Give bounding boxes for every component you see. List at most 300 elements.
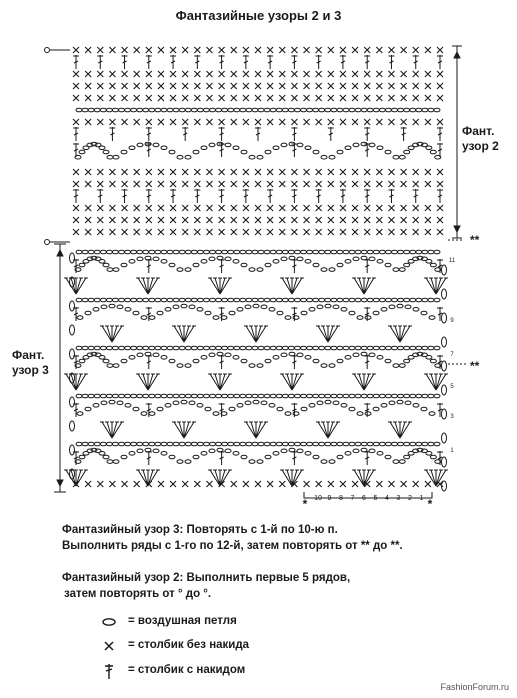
chain-stitch	[185, 298, 191, 302]
fan-stitch	[172, 326, 184, 342]
arch-chain	[399, 460, 405, 464]
sc-stitch	[364, 169, 370, 175]
chain-stitch	[361, 346, 367, 350]
dc-stitch	[316, 55, 322, 69]
chain-stitch	[228, 108, 234, 112]
sc-stitch	[243, 71, 249, 77]
fan-stitch	[364, 374, 376, 390]
arch-chain	[79, 359, 85, 363]
dc-stitch	[194, 55, 200, 69]
chain-stitch	[319, 394, 325, 398]
arch-chain	[253, 400, 259, 404]
sc-stitch	[85, 47, 91, 53]
dc-stitch	[97, 55, 103, 69]
sc-stitch	[219, 205, 225, 211]
chain-stitch	[288, 442, 294, 446]
chain-stitch	[155, 394, 161, 398]
arch-chain	[169, 150, 175, 154]
chain-stitch	[331, 108, 337, 112]
chain-stitch	[137, 442, 143, 446]
arch-chain	[421, 311, 427, 315]
sc-stitch	[340, 83, 346, 89]
arch-chain	[426, 451, 432, 455]
arch-chain	[145, 352, 151, 356]
arch-chain	[241, 150, 247, 154]
sc-stitch	[328, 217, 334, 223]
fan-stitch	[424, 278, 436, 294]
arch-chain	[79, 455, 85, 459]
arch-chain	[349, 407, 355, 411]
pattern2-label	[462, 124, 499, 154]
chain-stitch	[410, 108, 416, 112]
arch-chain	[361, 448, 367, 452]
chain-stitch	[106, 394, 112, 398]
sc-stitch	[267, 71, 273, 77]
sc-stitch	[243, 229, 249, 235]
sc-stitch	[316, 229, 322, 235]
sc-stitch	[267, 481, 273, 487]
sc-stitch	[376, 481, 382, 487]
arch-chain	[253, 304, 259, 308]
chain-stitch	[428, 108, 434, 112]
arch-chain	[145, 256, 151, 260]
edge-loop-left	[70, 421, 75, 431]
sc-stitch	[243, 481, 249, 487]
chain-stitch	[155, 298, 161, 302]
arch-chain	[99, 146, 105, 150]
arch-chain	[193, 150, 199, 154]
dc-stitch	[364, 355, 370, 369]
chain-stitch	[88, 250, 94, 254]
chain-stitch	[337, 442, 343, 446]
fan-stitch	[429, 374, 436, 390]
star-right: *	[427, 497, 433, 511]
chain-stitch	[210, 346, 216, 350]
chain-stitch	[307, 108, 313, 112]
chain-stitch	[210, 394, 216, 398]
fan-stitch	[244, 422, 256, 438]
sc-stitch	[255, 217, 261, 223]
chain-stitch	[313, 442, 319, 446]
fan-stitch	[105, 422, 112, 438]
arch-chain	[281, 353, 287, 357]
arch-chain	[337, 263, 343, 267]
sc-stitch	[194, 481, 200, 487]
chain-stitch	[240, 298, 246, 302]
edge-loop-right	[442, 457, 447, 467]
chain-stitch	[228, 298, 234, 302]
fan-stitch	[400, 326, 412, 342]
sc-stitch	[316, 119, 322, 125]
pattern3-bracket	[54, 244, 66, 492]
sc-row	[73, 119, 443, 125]
chain-stitch	[434, 394, 440, 398]
sc-stitch	[401, 481, 407, 487]
sc-stitch	[255, 95, 261, 101]
arch-chain	[277, 311, 283, 315]
chain-stitch	[385, 442, 391, 446]
chain-stitch	[246, 250, 252, 254]
chain-stitch	[428, 298, 434, 302]
arch-chain	[107, 268, 113, 272]
fan-stitch	[292, 374, 304, 390]
sc-stitch	[279, 47, 285, 53]
sc-stitch	[376, 205, 382, 211]
arch-chain	[101, 401, 107, 405]
arch-chain	[193, 263, 199, 267]
chain-stitch	[161, 346, 167, 350]
chain-stitch	[337, 108, 343, 112]
sc-stitch	[437, 47, 443, 53]
edge-loop-right	[442, 361, 447, 371]
chain-stitch	[240, 346, 246, 350]
arch-chain	[429, 412, 435, 416]
chain-stitch	[246, 108, 252, 112]
sc-stitch	[388, 71, 394, 77]
sc-stitch	[352, 217, 358, 223]
sc-stitch	[194, 83, 200, 89]
chain-stitch	[307, 250, 313, 254]
sc-stitch	[219, 169, 225, 175]
arch-chain	[99, 259, 105, 263]
fan-stitch	[316, 422, 328, 438]
chain-stitch	[216, 442, 222, 446]
sc-stitch	[413, 181, 419, 187]
sc-stitch	[243, 169, 249, 175]
chain-stitch	[82, 394, 88, 398]
dc-stitch	[73, 127, 79, 141]
arch-chain	[426, 259, 432, 263]
chain-stitch	[185, 394, 191, 398]
sc-stitch	[97, 481, 103, 487]
arch-chain	[265, 455, 271, 459]
sc-stitch	[85, 169, 91, 175]
arch-chain	[109, 400, 115, 404]
dc-stitch	[146, 259, 152, 273]
chain-stitch	[203, 394, 209, 398]
chain-stitch	[143, 442, 149, 446]
chain-stitch	[343, 250, 349, 254]
arch-chain	[341, 403, 347, 407]
chain-stitch	[149, 298, 155, 302]
fan-stitch	[208, 374, 220, 390]
chain-stitch	[398, 346, 404, 350]
chain-stitch	[222, 108, 228, 112]
sc-stitch	[328, 47, 334, 53]
chain-stitch	[392, 108, 398, 112]
chain-stitch	[246, 346, 252, 350]
sc-stitch	[401, 169, 407, 175]
sc-stitch	[73, 229, 79, 235]
chain-stitch	[112, 442, 118, 446]
dc-stitch	[291, 143, 297, 157]
arch-chain	[87, 257, 93, 261]
arch-chain	[233, 451, 239, 455]
arch-chain	[161, 355, 167, 359]
sc-stitch	[255, 71, 261, 77]
stars-repeat: **	[470, 359, 480, 373]
arch-chain	[121, 455, 127, 459]
sc-stitch	[134, 217, 140, 223]
fan-stitch	[256, 422, 268, 438]
fan-stitch	[328, 326, 340, 342]
sc-stitch	[73, 169, 79, 175]
arch-chain	[373, 407, 379, 411]
chain-stitch	[131, 298, 137, 302]
arch-chain	[233, 146, 239, 150]
dc-stitch	[401, 127, 407, 141]
chain-stitch	[179, 442, 185, 446]
arch-chain	[165, 403, 171, 407]
arch-chain	[261, 305, 267, 309]
chain-stitch	[379, 108, 385, 112]
sc-stitch	[388, 217, 394, 223]
sc-stitch	[255, 205, 261, 211]
chain-stitch	[294, 442, 300, 446]
arch-chain	[385, 359, 391, 363]
chain-stitch	[106, 442, 112, 446]
sc-stitch	[413, 481, 419, 487]
arch-chain	[177, 268, 183, 272]
sc-stitch	[340, 205, 346, 211]
chain-stitch	[191, 346, 197, 350]
chain-stitch	[246, 394, 252, 398]
sc-stitch	[182, 205, 188, 211]
dc-row	[73, 189, 443, 203]
fan-stitch	[321, 326, 328, 342]
chain-stitch	[143, 108, 149, 112]
chain-stitch	[428, 442, 434, 446]
arch-chain	[241, 455, 247, 459]
arch-chain	[209, 257, 215, 261]
sc-stitch	[134, 481, 140, 487]
chain-stitch	[119, 346, 125, 350]
chain-stitch	[349, 298, 355, 302]
arch-chain	[241, 359, 247, 363]
arch-chain	[107, 460, 113, 464]
sc-stitch	[376, 95, 382, 101]
chain-stitch	[167, 108, 173, 112]
dc-stitch	[364, 55, 370, 69]
arch-chain	[107, 155, 113, 159]
sc-stitch	[437, 229, 443, 235]
dc-stitch	[437, 127, 443, 141]
dc-stitch	[146, 355, 152, 369]
chain-stitch	[173, 346, 179, 350]
dc-row	[73, 127, 443, 141]
arch-chain	[225, 257, 231, 261]
sc-stitch	[73, 83, 79, 89]
dc-row	[73, 55, 443, 69]
chain-stitch	[112, 250, 118, 254]
sc-stitch	[243, 217, 249, 223]
sc-stitch	[182, 229, 188, 235]
chain-stitch	[94, 346, 100, 350]
sc-stitch	[425, 229, 431, 235]
sc-stitch	[170, 83, 176, 89]
sc-stitch	[219, 217, 225, 223]
sc-stitch	[291, 71, 297, 77]
arch-chain	[137, 449, 143, 453]
chain-stitch	[416, 250, 422, 254]
sc-stitch	[134, 229, 140, 235]
arch-chain	[313, 455, 319, 459]
chain-stitch	[313, 108, 319, 112]
arch-chain	[301, 407, 307, 411]
pattern3-instruction-line1: Фантазийный узор 3: Повторять с 1-й по 10-ю п.	[62, 524, 338, 536]
dc-stitch	[194, 189, 200, 203]
chain-stitch	[131, 108, 137, 112]
arch-chain	[389, 305, 395, 309]
dc-stitch	[340, 55, 346, 69]
sc-stitch	[146, 95, 152, 101]
arch-chain	[261, 401, 267, 405]
chain-stitch	[258, 394, 264, 398]
chain-stitch	[416, 346, 422, 350]
chain-stitch	[112, 394, 118, 398]
arch-chain	[181, 400, 187, 404]
sc-stitch	[291, 119, 297, 125]
chain-stitch	[258, 298, 264, 302]
sc-stitch	[206, 205, 212, 211]
chain-stitch	[343, 108, 349, 112]
chain-stitch	[385, 346, 391, 350]
sc-stitch	[146, 217, 152, 223]
chain-stitch	[325, 346, 331, 350]
chain-stitch	[331, 250, 337, 254]
arch-chain	[313, 359, 319, 363]
chain-stitch	[173, 298, 179, 302]
chain-stitch	[143, 298, 149, 302]
arch-chain	[125, 307, 131, 311]
sc-stitch	[401, 205, 407, 211]
sc-stitch	[340, 47, 346, 53]
arch-chain	[265, 150, 271, 154]
chain-row	[76, 108, 440, 112]
sc-stitch	[122, 95, 128, 101]
pattern2-instructions	[62, 570, 350, 602]
arch-chain	[430, 455, 436, 459]
sc-stitch	[364, 119, 370, 125]
chain-stitch	[398, 298, 404, 302]
arch-row	[75, 352, 441, 367]
chain-stitch	[288, 394, 294, 398]
edge-loop-left	[70, 349, 75, 359]
fan-stitch	[100, 326, 112, 342]
sc-stitch	[316, 205, 322, 211]
chain-stitch	[119, 298, 125, 302]
arch-chain	[345, 451, 351, 455]
sc-stitch	[109, 47, 115, 53]
dc-stitch	[437, 55, 443, 69]
sc-row	[73, 169, 443, 175]
sc-stitch	[122, 47, 128, 53]
sc-stitch	[267, 217, 273, 223]
sc-stitch	[206, 95, 212, 101]
sc-stitch	[425, 95, 431, 101]
chain-stitch	[252, 442, 258, 446]
arch-chain	[345, 146, 351, 150]
arch-chain	[213, 316, 219, 320]
chain-stitch	[143, 250, 149, 254]
chain-stitch	[252, 394, 258, 398]
chain-stitch	[179, 108, 185, 112]
sc-stitch	[267, 229, 273, 235]
arch-chain	[121, 150, 127, 154]
chain-stitch	[373, 108, 379, 112]
chain-stitch	[434, 250, 440, 254]
arch-chain	[257, 155, 263, 159]
watermark: FashionForum.ru	[440, 682, 509, 692]
sc-stitch	[206, 229, 212, 235]
sc-stitch	[182, 95, 188, 101]
arch-chain	[233, 259, 239, 263]
sc-stitch	[279, 119, 285, 125]
chain-stitch	[88, 108, 94, 112]
arch-chain	[393, 268, 399, 272]
arch-chain	[413, 403, 419, 407]
chain-stitch	[422, 442, 428, 446]
chain-stitch	[404, 298, 410, 302]
chain-stitch	[434, 346, 440, 350]
sc-stitch	[194, 95, 200, 101]
dc-stitch	[291, 189, 297, 203]
sc-stitch	[170, 169, 176, 175]
chain-stitch	[167, 394, 173, 398]
sc-stitch	[425, 217, 431, 223]
sc-stitch	[328, 481, 334, 487]
chain-stitch	[210, 298, 216, 302]
arch-chain	[161, 451, 167, 455]
sc-stitch	[328, 169, 334, 175]
fan-stitch	[141, 278, 148, 294]
arch-chain	[361, 256, 367, 260]
chain-stitch	[234, 298, 240, 302]
chain-stitch	[112, 108, 118, 112]
arch-chain	[341, 307, 347, 311]
pattern2-instruction-line2: затем повторять от ° до °.	[64, 588, 212, 600]
chain-stitch	[167, 298, 173, 302]
arch-chain	[225, 449, 231, 453]
sc-stitch	[376, 181, 382, 187]
sc-stitch	[328, 119, 334, 125]
sc-stitch	[206, 217, 212, 223]
chain-stitch	[179, 346, 185, 350]
chain-stitch	[367, 442, 373, 446]
chain-stitch	[337, 250, 343, 254]
arch-row	[77, 304, 435, 319]
chain-stitch	[179, 394, 185, 398]
chain-stitch	[282, 394, 288, 398]
sc-stitch	[231, 71, 237, 77]
arch-chain	[85, 311, 91, 315]
sc-stitch	[437, 95, 443, 101]
sc-stitch	[85, 83, 91, 89]
chain-stitch	[410, 442, 416, 446]
sc-stitch	[255, 47, 261, 53]
chain-stitch	[222, 346, 228, 350]
chain-stitch	[367, 394, 373, 398]
chain-stitch	[161, 394, 167, 398]
arch-chain	[413, 307, 419, 311]
arch-chain	[77, 412, 83, 416]
sc-stitch	[170, 119, 176, 125]
sc-stitch	[304, 229, 310, 235]
arch-chain	[404, 150, 410, 154]
stars-top: **	[470, 233, 480, 247]
chain-stitch	[288, 346, 294, 350]
chain-row	[76, 250, 440, 254]
